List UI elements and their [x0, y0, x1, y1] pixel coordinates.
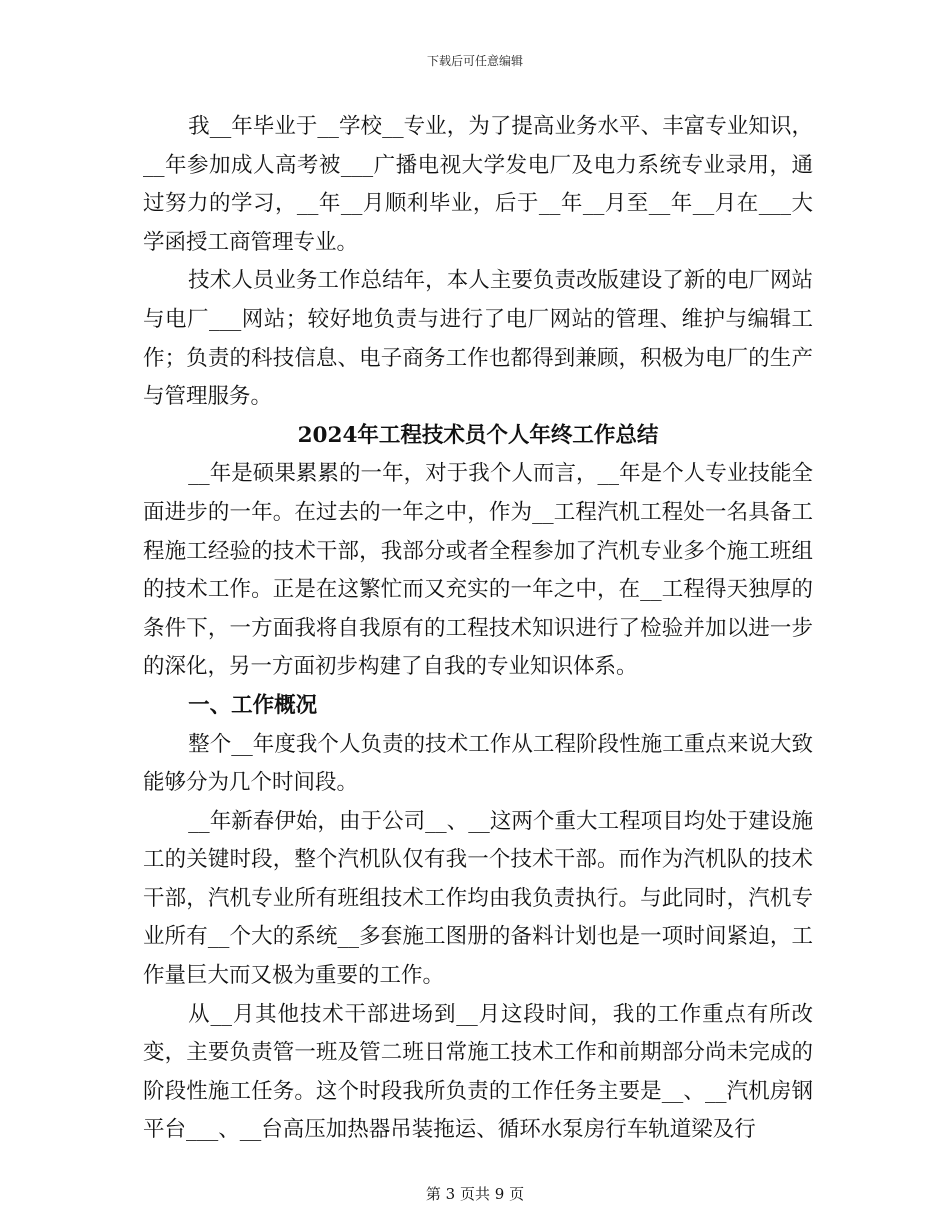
- section-heading: 一、工作概况: [188, 692, 318, 718]
- paragraph: 从__月其他技术干部进场到__月这段时间，我的工作重点有所改变，主要负责管一班及管二班日常施工技术工作和前期部分尚未完成的阶段性施工任务。这个时段我所负责的工作任务主要是__、__汽机房钢平台___、__台高压加热器吊装拖运、循环水泵房行车轨道梁及行: [143, 1001, 813, 1143]
- section-title: 2024年工程技术员个人年终工作总结: [297, 422, 659, 448]
- page-header: 下载后可任意编辑: [426, 54, 523, 68]
- paragraph: 技术人员业务工作总结年，本人主要负责改版建设了新的电厂网站与电厂___网站；较好地负责与进行了电厂网站的管理、维护与编辑工作；负责的科技信息、电子商务工作也都得到兼顾，积极为电厂的生产与管理服务。: [143, 268, 813, 410]
- paragraph: 我__年毕业于__学校__专业，为了提高业务水平、丰富专业知识，__年参加成人高考被___广播电视大学发电厂及电力系统专业录用，通过努力的学习，__年__月顺利毕业，后于__年__月至__年__月在___大学函授工商管理专业。: [143, 114, 813, 255]
- paragraph: __年新春伊始，由于公司__、__这两个重大工程项目均处于建设施工的关键时段，整个汽机队仅有我一个技术干部。而作为汽机队的技术干部，汽机专业所有班组技术工作均由我负责执行。与此同时，汽机专业所有__个大的系统__多套施工图册的备料计划也是一项时间紧迫，工作量巨大而又极为重要的工作。: [143, 808, 813, 989]
- document-body: [143, 108, 813, 1150]
- page-footer: 第 3 页共 9 页: [425, 1185, 525, 1203]
- paragraph: 整个__年度我个人负责的技术工作从工程阶段性施工重点来说大致能够分为几个时间段。: [143, 731, 813, 796]
- paragraph: __年是硕果累累的一年，对于我个人而言，__年是个人专业技能全面进步的一年。在过去的一年之中，作为__工程汽机工程处一名具备工程施工经验的技术干部，我部分或者全程参加了汽机专业多个施工班组的技术工作。正是在这繁忙而又充实的一年之中，在__工程得天独厚的条件下，一方面我将自我原有的工程技术知识进行了检验并加以进一步的深化，另一方面初步构建了自我的专业知识体系。: [143, 461, 813, 680]
